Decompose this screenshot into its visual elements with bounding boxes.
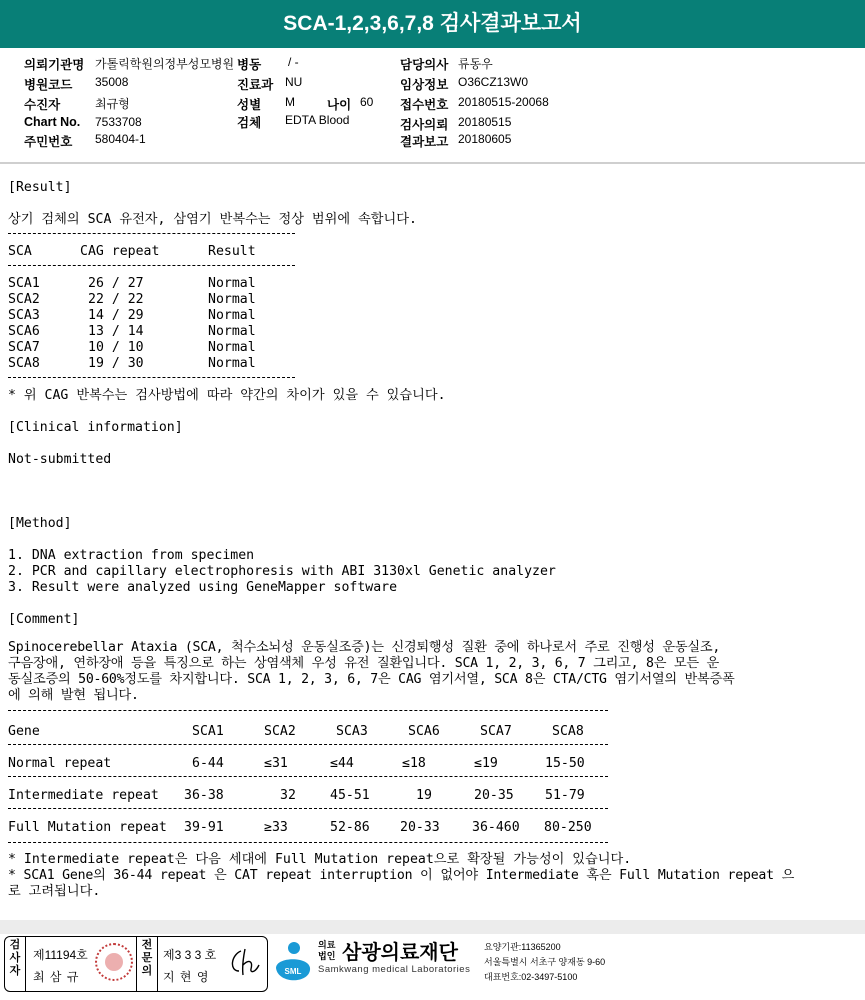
examiner-vertical-label: 검사자 bbox=[9, 939, 21, 977]
result-col-result: Result bbox=[208, 244, 256, 259]
result-cag: 10 / 10 bbox=[88, 340, 144, 355]
value-specimen: EDTA Blood bbox=[285, 113, 350, 127]
repeat-value: 20-35 bbox=[474, 788, 514, 803]
label-chart-no: Chart No. bbox=[24, 115, 81, 129]
repeat-value: 15-50 bbox=[545, 756, 585, 771]
label-department: 진료과 bbox=[237, 78, 274, 92]
result-cag: 26 / 27 bbox=[88, 276, 144, 291]
examiner-license: 제11194호 bbox=[33, 948, 88, 962]
value-department: NU bbox=[285, 75, 303, 89]
label-attending-doctor: 담당의사 bbox=[400, 58, 449, 72]
result-status: Normal bbox=[208, 308, 256, 323]
result-cag: 19 / 30 bbox=[88, 356, 144, 371]
method-step: 3. Result were analyzed using GeneMapper software bbox=[8, 580, 398, 595]
result-sca: SCA6 bbox=[8, 324, 40, 339]
divider bbox=[8, 744, 608, 745]
repeat-value: 45-51 bbox=[330, 788, 370, 803]
result-status: Normal bbox=[208, 324, 256, 339]
comment-paragraph-line: Spinocerebellar Ataxia (SCA, 척수소뇌성 운동실조증)는 신경퇴행성 질환 중에 하나로서 주로 진행성 운동실조, bbox=[8, 640, 721, 655]
patient-info-header bbox=[0, 48, 865, 164]
value-patient: 최규형 bbox=[95, 97, 130, 111]
examiner-name: 최 삼 규 bbox=[33, 970, 80, 984]
repeat-value: 32 bbox=[280, 788, 296, 803]
result-cag: 14 / 29 bbox=[88, 308, 144, 323]
specialist-license: 제3 3 3 호 bbox=[163, 948, 217, 962]
value-age: 60 bbox=[360, 95, 374, 109]
org-english-name: Samkwang medical Laboratories bbox=[318, 964, 471, 975]
value-clinical-info: O36CZ13W0 bbox=[458, 75, 529, 89]
repeat-value: ≤31 bbox=[264, 756, 288, 771]
result-status: Normal bbox=[208, 276, 256, 291]
value-result-report: 20180605 bbox=[458, 132, 512, 146]
divider bbox=[8, 808, 608, 809]
label-receipt-no: 접수번호 bbox=[400, 98, 449, 112]
repeat-value: 20-33 bbox=[400, 820, 440, 835]
repeat-value: 6-44 bbox=[192, 756, 224, 771]
label-hospital-code: 병원코드 bbox=[24, 78, 73, 92]
repeat-col-sca8: SCA8 bbox=[552, 724, 584, 739]
specialist-name: 지 현 영 bbox=[163, 970, 210, 984]
org-phone: 대표번호:02-3497-5100 bbox=[484, 972, 578, 982]
label-test-request: 검사의뢰 bbox=[400, 118, 449, 132]
org-institution-code: 요양기관:11365200 bbox=[484, 942, 561, 952]
result-cag: 22 / 22 bbox=[88, 292, 144, 307]
divider bbox=[8, 377, 295, 378]
repeat-col-gene: Gene bbox=[8, 724, 40, 739]
value-chart-no: 7533708 bbox=[95, 115, 142, 129]
repeat-gene: Normal repeat bbox=[8, 756, 112, 771]
sml-logo-icon bbox=[272, 938, 312, 988]
label-specimen: 검체 bbox=[237, 116, 262, 130]
value-receipt-no: 20180515-20068 bbox=[458, 95, 549, 109]
repeat-value: 36-460 bbox=[472, 820, 520, 835]
repeat-col-sca7: SCA7 bbox=[480, 724, 512, 739]
repeat-value: 39-91 bbox=[184, 820, 224, 835]
org-name: 삼광의료재단 bbox=[342, 942, 458, 964]
result-cag: 13 / 14 bbox=[88, 324, 144, 339]
result-sca: SCA2 bbox=[8, 292, 40, 307]
repeat-value: 51-79 bbox=[545, 788, 585, 803]
report-body bbox=[0, 164, 865, 920]
label-resident-no: 주민번호 bbox=[24, 135, 73, 149]
divider bbox=[8, 710, 608, 711]
repeat-value: ≥33 bbox=[264, 820, 288, 835]
comment-note: 로 고려됩니다. bbox=[8, 884, 101, 899]
value-ward: / - bbox=[288, 55, 299, 69]
result-sca: SCA1 bbox=[8, 276, 40, 291]
result-status: Normal bbox=[208, 340, 256, 355]
divider bbox=[8, 265, 295, 266]
result-status: Normal bbox=[208, 292, 256, 307]
seal-stamp-icon bbox=[95, 943, 133, 981]
repeat-value: 19 bbox=[416, 788, 432, 803]
report-footer bbox=[0, 934, 865, 1000]
clinical-heading: [Clinical information] bbox=[8, 420, 183, 435]
label-sex: 성별 bbox=[237, 98, 262, 112]
footer-separator bbox=[0, 920, 865, 934]
label-ward: 병동 bbox=[237, 58, 262, 72]
divider bbox=[8, 842, 608, 843]
divider bbox=[157, 937, 158, 991]
result-heading: [Result] bbox=[8, 180, 72, 195]
result-col-sca: SCA bbox=[8, 244, 32, 259]
specialist-vertical-label: 전문의 bbox=[141, 939, 153, 977]
repeat-col-sca1: SCA1 bbox=[192, 724, 224, 739]
signature-icon bbox=[227, 945, 263, 979]
value-test-request: 20180515 bbox=[458, 115, 512, 129]
method-heading: [Method] bbox=[8, 516, 72, 531]
label-patient: 수진자 bbox=[24, 98, 61, 112]
value-resident-no: 580404-1 bbox=[95, 132, 146, 146]
org-prefix: 의료 법인 bbox=[318, 940, 336, 961]
comment-paragraph-line: 에 의해 발현 됩니다. bbox=[8, 688, 139, 703]
repeat-value: 80-250 bbox=[544, 820, 592, 835]
divider bbox=[136, 937, 137, 991]
divider bbox=[25, 937, 26, 991]
divider bbox=[8, 776, 608, 777]
clinical-text: Not-submitted bbox=[8, 452, 112, 467]
report-title: SCA-1,2,3,6,7,8 검사결과보고서 bbox=[0, 0, 865, 48]
repeat-gene: Intermediate repeat bbox=[8, 788, 159, 803]
repeat-col-sca3: SCA3 bbox=[336, 724, 368, 739]
value-hospital-code: 35008 bbox=[95, 75, 129, 89]
comment-note: * Intermediate repeat은 다음 세대에 Full Mutation repeat으로 확장될 가능성이 있습니다. bbox=[8, 852, 632, 867]
logo-text: SML bbox=[284, 967, 302, 976]
value-sex: M bbox=[285, 95, 295, 109]
result-sca: SCA3 bbox=[8, 308, 40, 323]
result-note: * 위 CAG 반복수는 검사방법에 따라 약간의 차이가 있을 수 있습니다. bbox=[8, 388, 446, 403]
signature-box bbox=[4, 936, 268, 992]
comment-note: * SCA1 Gene의 36-44 repeat 은 CAT repeat interruption 이 없어야 Intermediate 혹은 Full Mutation repeat 으 bbox=[8, 868, 795, 883]
repeat-value: ≤44 bbox=[330, 756, 354, 771]
divider bbox=[8, 233, 295, 234]
repeat-value: ≤19 bbox=[474, 756, 498, 771]
result-col-cag: CAG repeat bbox=[80, 244, 160, 259]
repeat-value: 36-38 bbox=[184, 788, 224, 803]
repeat-value: 52-86 bbox=[330, 820, 370, 835]
result-sca: SCA8 bbox=[8, 356, 40, 371]
value-attending-doctor: 류동우 bbox=[458, 57, 493, 71]
label-age: 나이 bbox=[327, 98, 352, 112]
comment-heading: [Comment] bbox=[8, 612, 80, 627]
result-status: Normal bbox=[208, 356, 256, 371]
result-summary: 상기 검체의 SCA 유전자, 삼염기 반복수는 정상 범위에 속합니다. bbox=[8, 212, 417, 227]
repeat-col-sca2: SCA2 bbox=[264, 724, 296, 739]
comment-paragraph-line: 동실조증의 50-60%정도를 차지합니다. SCA 1, 2, 3, 6, 7은 CAG 염기서열, SCA 8은 CTA/CTG 염기서열의 반복증폭 bbox=[8, 672, 735, 687]
repeat-value: ≤18 bbox=[402, 756, 426, 771]
value-requesting-institution: 가톨릭학원의정부성모병원 bbox=[95, 57, 235, 71]
method-step: 2. PCR and capillary electrophoresis with ABI 3130xl Genetic analyzer bbox=[8, 564, 556, 579]
label-clinical-info: 임상정보 bbox=[400, 78, 449, 92]
org-address: 서울특별시 서초구 양재동 9-60 bbox=[484, 957, 606, 967]
label-result-report: 결과보고 bbox=[400, 135, 449, 149]
label-requesting-institution: 의뢰기관명 bbox=[24, 58, 85, 72]
repeat-gene: Full Mutation repeat bbox=[8, 820, 167, 835]
repeat-col-sca6: SCA6 bbox=[408, 724, 440, 739]
method-step: 1. DNA extraction from specimen bbox=[8, 548, 255, 563]
comment-paragraph-line: 구음장애, 연하장애 등을 특징으로 하는 상염색체 우성 유전 질환입니다. SCA 1, 2, 3, 6, 7 그리고, 8은 모든 운 bbox=[8, 656, 720, 671]
result-sca: SCA7 bbox=[8, 340, 40, 355]
